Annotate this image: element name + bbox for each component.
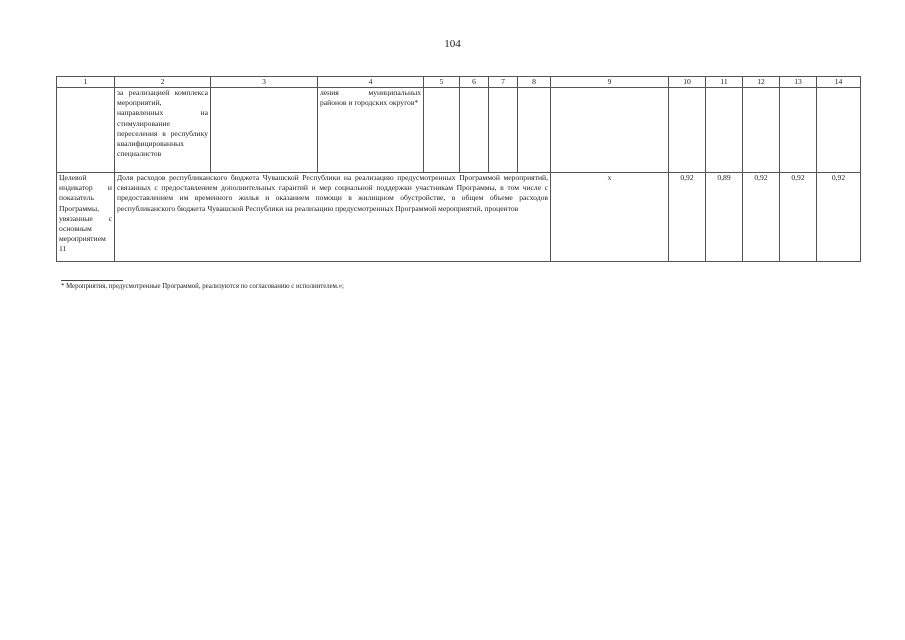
footnote: * Мероприятия, предусмотренные Программой, реализуются по согласованию с исполнителем.»; (61, 283, 344, 290)
indicator-text-cell: Доля расходов республиканского бюджета Чувашской Республики на реализацию предусмотренных Программой мероприятий, связанных с предоставлением дополнительных гарантий и мер социальной поддержки участникам Программы, в том числе с предоставлением им временного жилья и оказанием помощи в жилищном обустройстве, в общем объеме расходов республиканского бюджета Чувашской Республики на реализацию предусмотренных Программой мероприятий, процентов (115, 173, 551, 262)
program-table (56, 76, 861, 262)
table-cell (551, 88, 669, 173)
column-header: 8 (518, 77, 551, 88)
column-header: 1 (57, 77, 115, 88)
table-cell (706, 88, 743, 173)
measure-cell: за реализацией комплекса мероприятий, направленных на стимулирование переселения в республику квалифицированных специалистов (115, 88, 211, 173)
table-cell (518, 88, 551, 173)
column-header: 4 (318, 77, 424, 88)
table-cell (424, 88, 460, 173)
footnote-divider (61, 280, 123, 281)
table-cell (743, 88, 780, 173)
table-cell (489, 88, 518, 173)
value-cell: 0,92 (780, 173, 817, 262)
indicator-label-cell: Целевой индикатор и показатель Программы, увязанные с основным мероприятием 11 (57, 173, 115, 262)
column-header: 3 (211, 77, 318, 88)
column-header: 14 (817, 77, 861, 88)
column-header: 11 (706, 77, 743, 88)
page-number: 104 (444, 38, 461, 50)
column-header: 9 (551, 77, 669, 88)
value-cell: 0,92 (743, 173, 780, 262)
table-cell (780, 88, 817, 173)
column-header: 13 (780, 77, 817, 88)
column-header: 10 (669, 77, 706, 88)
column-header: 6 (460, 77, 489, 88)
column-header: 7 (489, 77, 518, 88)
table-cell: х (551, 173, 669, 262)
table-cell (817, 88, 861, 173)
executor-cell: ления муниципальных районов и городских округов* (318, 88, 424, 173)
value-cell: 0,92 (669, 173, 706, 262)
column-header: 5 (424, 77, 460, 88)
column-header: 12 (743, 77, 780, 88)
value-cell: 0,89 (706, 173, 743, 262)
table-cell (57, 88, 115, 173)
table-cell (669, 88, 706, 173)
header-row (57, 77, 861, 88)
column-header: 2 (115, 77, 211, 88)
table-row (57, 173, 861, 262)
value-cell: 0,92 (817, 173, 861, 262)
table-cell (211, 88, 318, 173)
table-cell (460, 88, 489, 173)
table-row (57, 88, 861, 173)
